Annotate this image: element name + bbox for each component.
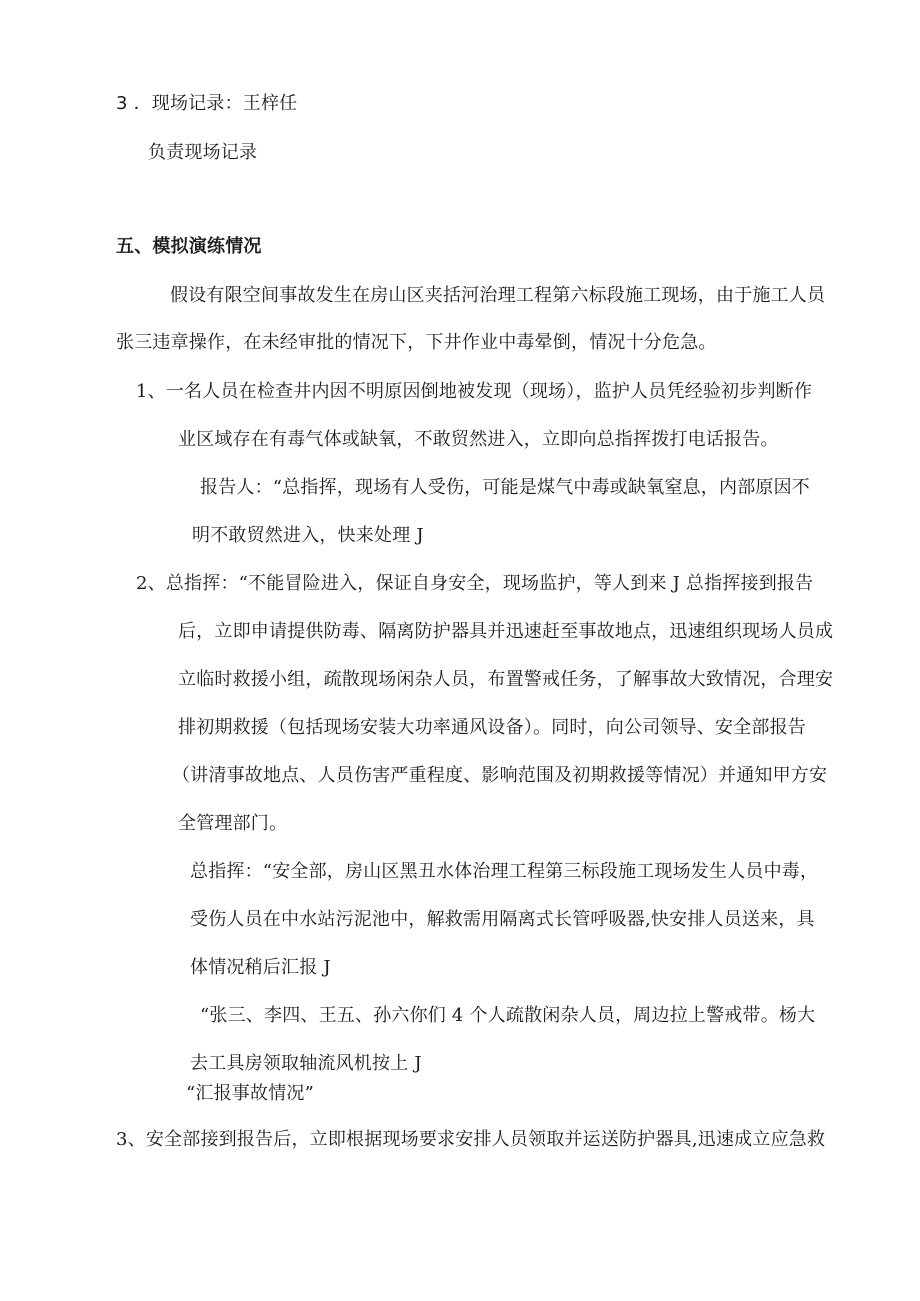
step2-line-3: 立临时救援小组，疏散现场闲杂人员，布置警戒任务，了解事故大致情况，合理安 xyxy=(178,669,834,690)
intro-line-2: 张三违章操作，在未经审批的情况下，下井作业中毒晕倒，情况十分危急。 xyxy=(116,332,717,353)
order-line-2: 去工具房领取轴流风机按上 J xyxy=(190,1053,422,1074)
step2-line-4: 排初期救援（包括现场安装大功率通风设备）。同时，向公司领导、安全部报告 xyxy=(178,717,806,738)
item3-title: 3 ．现场记录：王梓任 xyxy=(116,93,298,114)
command-line-3: 体情况稍后汇报 J xyxy=(190,957,331,978)
step2-line-6: 全管理部门。 xyxy=(178,813,288,834)
item3-description: 负责现场记录 xyxy=(148,142,258,163)
step1-line-1: 1、一名人员在检查井内因不明原因倒地被发现（现场），监护人员凭经验初步判断作 xyxy=(136,381,813,402)
step3-line-1: 3、安全部接到报告后，立即根据现场要求安排人员领取并运送防护器具,迅速成立应急救 xyxy=(116,1129,826,1150)
step2-line-2: 后，立即申请提供防毒、隔离防护器具并迅速赶至事故地点，迅速组织现场人员成 xyxy=(178,621,834,642)
step1-line-2: 业区域存在有毒气体或缺氧，不敢贸然进入，立即向总指挥拨打电话报告。 xyxy=(178,429,779,450)
section-heading: 五、模拟演练情况 xyxy=(116,236,262,257)
step2-line-5: （讲清事故地点、人员伤害严重程度、影响范围及初期救援等情况）并通知甲方安 xyxy=(172,765,828,786)
command-line-1: 总指挥：“安全部，房山区黑丑水体治理工程第三标段施工现场发生人员中毒， xyxy=(190,861,819,882)
report-line-2: 明不敢贸然进入，快来处理 J xyxy=(192,525,424,546)
order-line-3: “汇报事故情况” xyxy=(186,1083,315,1104)
report-line-1: 报告人：“总指挥，现场有人受伤，可能是煤气中毒或缺氧窒息，内部原因不 xyxy=(200,477,810,498)
command-line-2: 受伤人员在中水站污泥池中，解救需用隔离式长管呼吸器,快安排人员送来，具 xyxy=(190,909,815,930)
intro-line-1: 假设有限空间事故发生在房山区夹括河治理工程第六标段施工现场，由于施工人员 xyxy=(170,285,826,306)
order-line-1: “张三、李四、王五、孙六你们 4 个人疏散闲杂人员，周边拉上警戒带。杨大 xyxy=(200,1005,816,1026)
step2-line-1: 2、总指挥：“不能冒险进入，保证自身安全，现场监护，等人到来 J 总指挥接到报告 xyxy=(136,573,814,594)
